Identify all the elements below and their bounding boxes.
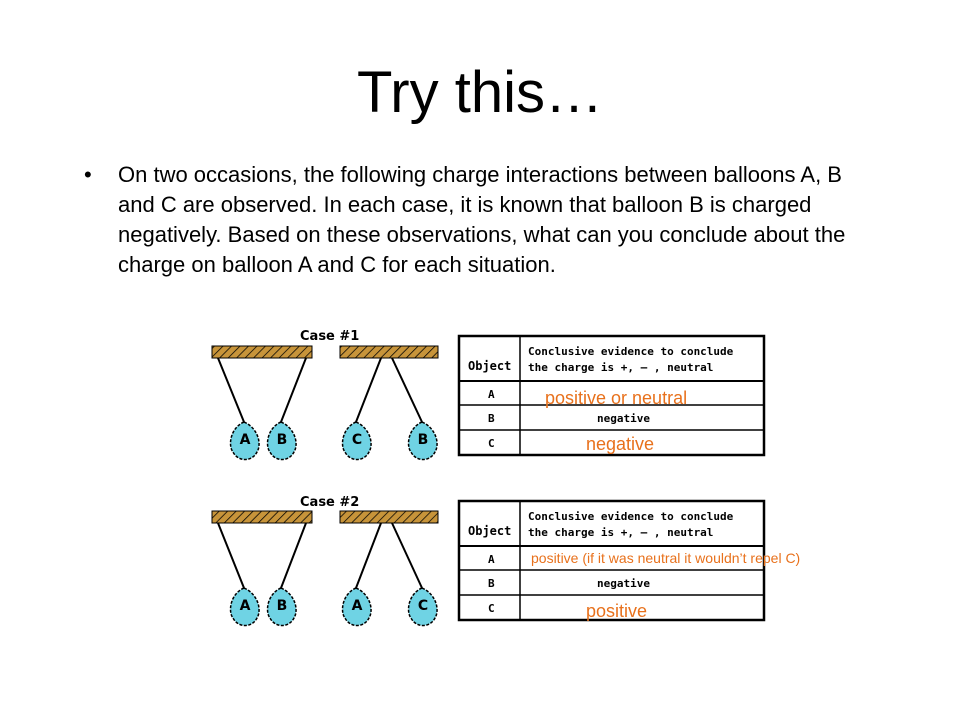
bullet-text: On two occasions, the following charge interactions between balloons A, B and C are observed. In each case, it is known that balloon B is charged negatively. Based on these observations, what can you conclude about the charge on balloon A and C for each situation. xyxy=(118,162,846,277)
case1-ceiling-right xyxy=(340,346,438,358)
balloon-label: C xyxy=(417,598,429,614)
table-header-object: Object xyxy=(468,359,512,373)
case1-diagram xyxy=(212,329,438,460)
case1-string xyxy=(356,358,381,422)
balloon xyxy=(409,588,438,626)
balloon xyxy=(268,588,297,626)
balloon xyxy=(409,422,438,460)
slide-title: Try this… xyxy=(357,60,603,125)
table-cell-object: C xyxy=(488,602,495,615)
balloon-label: B xyxy=(276,432,288,448)
case2-table xyxy=(459,501,800,621)
balloon xyxy=(231,422,260,460)
balloon-label: A xyxy=(351,598,363,614)
case1-string xyxy=(281,358,306,422)
table-cell-object: B xyxy=(488,577,495,590)
case2-string xyxy=(218,523,244,588)
answer-case1-c: negative xyxy=(586,434,655,454)
table-cell-value: negative xyxy=(597,412,650,425)
answer-case2-c: positive xyxy=(586,601,648,621)
balloon-label: A xyxy=(239,432,251,448)
table-header-evidence: Conclusive evidence to conclude xyxy=(528,510,734,523)
case2-ceiling-left xyxy=(212,511,312,523)
table-header-evidence: Conclusive evidence to conclude xyxy=(528,345,734,358)
balloon xyxy=(268,422,297,460)
answer-case1-a: positive or neutral xyxy=(545,388,688,408)
balloon-label: B xyxy=(276,598,288,614)
table-header-object: Object xyxy=(468,524,512,538)
case1-string xyxy=(392,358,422,422)
answer-case2-a: positive (if it was neutral it wouldn’t repel C) xyxy=(531,550,801,566)
table-cell-object: C xyxy=(488,437,495,450)
table-cell-object: A xyxy=(488,388,495,401)
table-header-evidence: the charge is +, – , neutral xyxy=(528,361,714,374)
table-header-evidence: the charge is +, – , neutral xyxy=(528,526,714,539)
table-cell-value: negative xyxy=(597,577,650,590)
balloon-label: C xyxy=(351,432,363,448)
case2-string xyxy=(392,523,422,588)
balloon xyxy=(343,588,372,626)
bullet-marker: • xyxy=(84,162,92,187)
case1-table xyxy=(459,336,764,455)
case2-string xyxy=(281,523,306,588)
balloon xyxy=(231,588,260,626)
table-cell-object: B xyxy=(488,412,495,425)
table-cell-object: A xyxy=(488,553,495,566)
case2-diagram xyxy=(212,495,438,626)
balloon-label: A xyxy=(239,598,251,614)
case2-string xyxy=(356,523,381,588)
balloon-label: B xyxy=(417,432,429,448)
balloon xyxy=(343,422,372,460)
case1-label: Case #1 xyxy=(300,329,360,344)
case1-ceiling-left xyxy=(212,346,312,358)
case1-string xyxy=(218,358,244,422)
case2-label: Case #2 xyxy=(300,495,360,510)
case2-ceiling-right xyxy=(340,511,438,523)
